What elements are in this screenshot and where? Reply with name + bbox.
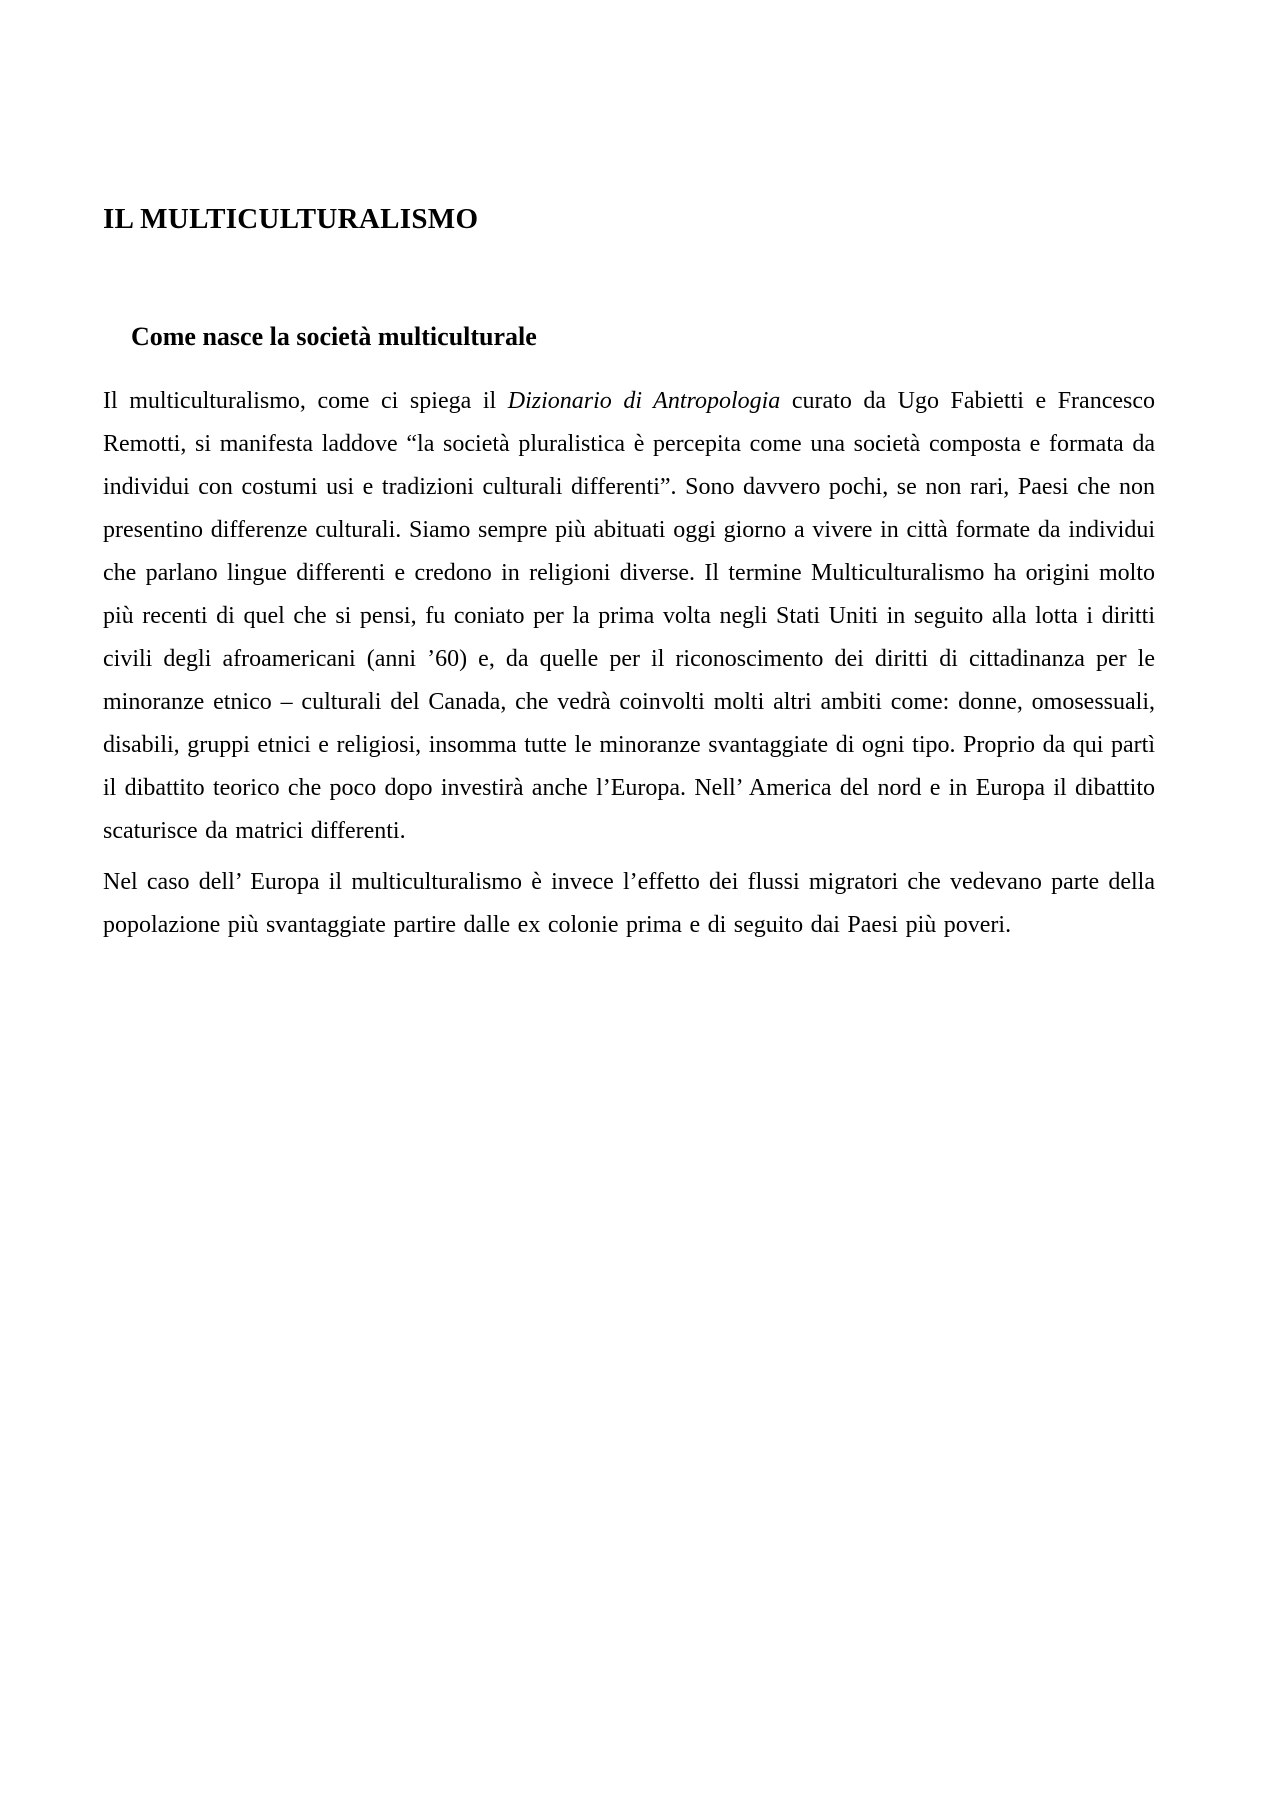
paragraph-body-2: Nel caso dell’ Europa il multiculturalismo è invece l’effetto dei flussi migratori che vedevano parte della popolazione più svantaggiate partire dalle ex colonie prima e di seguito dai Paesi più poveri. [103, 869, 1155, 939]
paragraph-1-book-title-italic: Dizionario di Antropologia [507, 388, 781, 415]
document-title: IL MULTICULTURALISMO [103, 203, 479, 235]
paragraph-1-text-end: curato da Ugo Fabietti e Francesco Remotti, si manifesta laddove “la società pluralistica è percepita come una società composta e formata da individui con costumi usi e tradizioni culturali differenti”. Sono davvero pochi, se non rari, Paesi che non presentino differenze culturali. Siamo sempre più abituati oggi giorno a vivere in città formate da individui che parlano lingue differenti e credono in religioni diverse. Il termine Multiculturalismo ha origini molto più recenti di quel che si pensi, fu coniato per la prima volta negli Stati Uniti in seguito alla lotta i diritti civili degli afroamericani (anni ’60) e, da quelle per il riconoscimento dei diritti di cittadinanza per le minoranze etnico – culturali del Canada, che vedrà coinvolti molti altri ambiti come: donne, omosessuali, disabili, gruppi etnici e religiosi, insomma tutte le minoranze svantaggiate di ogni tipo. Proprio da qui partì il dibattito teorico che poco dopo investirà anche l’Europa. Nell’ America del nord e in Europa il dibattito scaturisce da matrici differenti. [103, 388, 1155, 845]
paragraph-1-text-start: Il multiculturalismo, come ci spiega il [103, 388, 508, 415]
paragraph-body-1 [103, 380, 1155, 853]
section-heading: Come nasce la società multiculturale [131, 322, 537, 352]
